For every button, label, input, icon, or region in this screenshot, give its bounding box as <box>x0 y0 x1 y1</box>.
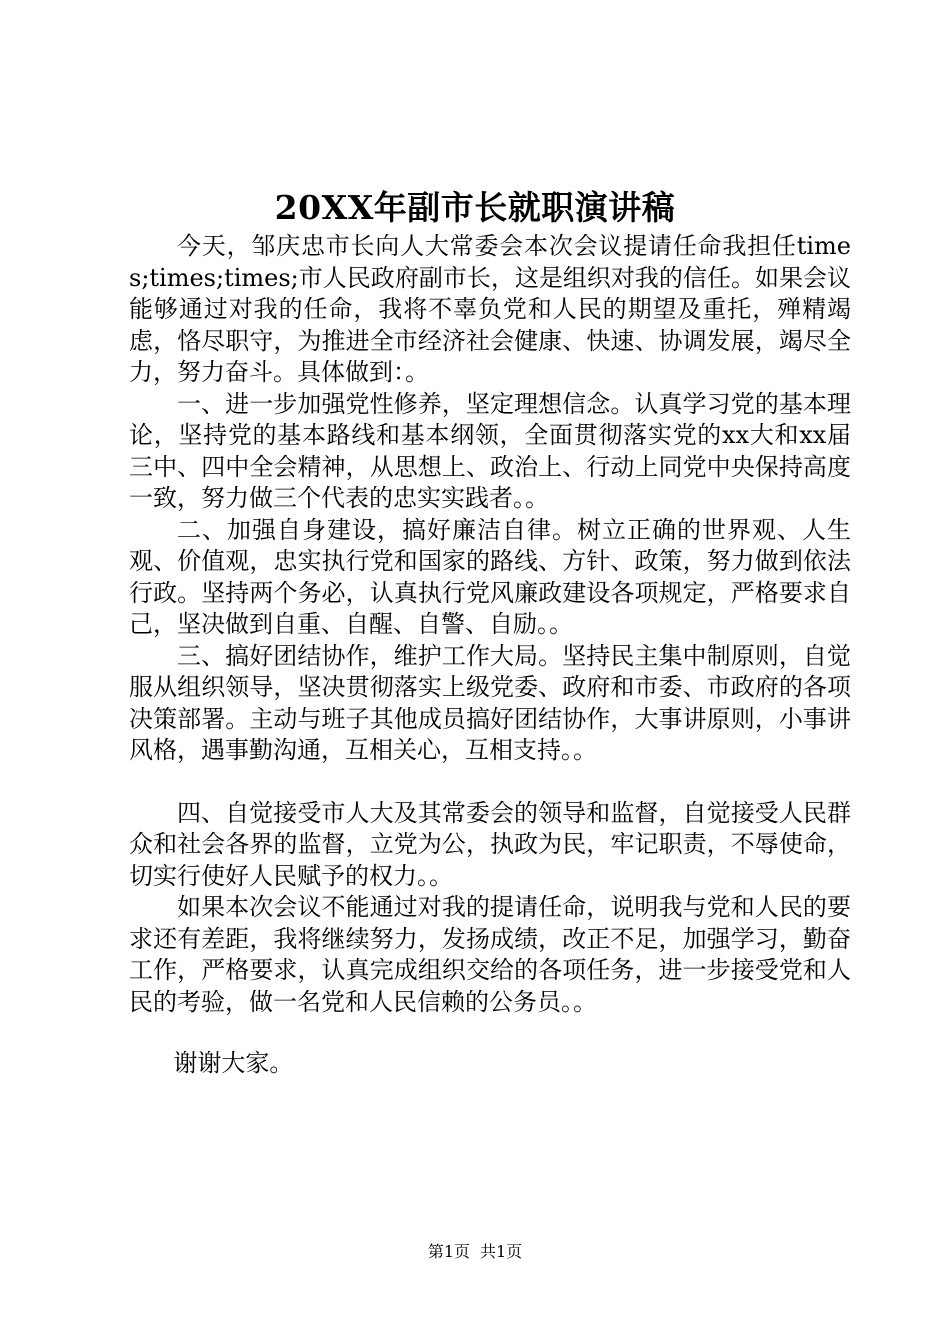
page-number-total: 共1页 <box>480 1242 523 1261</box>
paragraph-conclusion: 如果本次会议不能通过对我的提请任命，说明我与党和人民的要求还有差距，我将继续努力，发扬成绩，改正不足，加强学习，勤奋工作，严格要求，认真完成组织交给的各项任务，进一步接受党和人民的考验，做一名党和人民信赖的公务员。。 <box>129 893 851 1016</box>
paragraph-intro: 今天，邹庆忠市长向人大常委会本次会议提请任命我担任times;times;times;市人民政府副市长，这是组织对我的信任。如果会议能够通过对我的任命，我将不辜负党和人民的期望及重托，殚精竭虑，恪尽职守，为推进全市经济社会健康、快速、协调发展，竭尽全力，努力奋斗。具体做到：。 <box>129 232 851 386</box>
paragraph-point-two: 二、加强自身建设，搞好廉洁自律。树立正确的世界观、人生观、价值观，忠实执行党和国家的路线、方针、政策，努力做到依法行政。坚持两个务必，认真执行党风廉政建设各项规定，严格要求自己，坚决做到自重、自醒、自警、自励。。 <box>129 515 851 638</box>
document-body <box>129 231 851 1080</box>
closing-thanks: 谢谢大家。 <box>173 1049 294 1077</box>
document-title: 20XX年副市长就职演讲稿 <box>274 188 676 227</box>
paragraph-point-one: 一、进一步加强党性修养，坚定理想信念。认真学习党的基本理论，坚持党的基本路线和基本纲领，全面贯彻落实党的xx大和xx届三中、四中全会精神，从思想上、政治上、行动上同党中央保持高度一致，努力做三个代表的忠实实践者。。 <box>129 389 851 512</box>
paragraph-point-four: 四、自觉接受市人大及其常委会的领导和监督，自觉接受人民群众和社会各界的监督，立党为公，执政为民，牢记职责，不辱使命，切实行使好人民赋予的权力。。 <box>129 798 851 890</box>
page-number-current: 第1页 <box>427 1242 470 1261</box>
page-footer <box>0 1240 950 1264</box>
paragraph-point-three: 三、搞好团结协作，维护工作大局。坚持民主集中制原则，自觉服从组织领导，坚决贯彻落实上级党委、政府和市委、市政府的各项决策部署。主动与班子其他成员搞好团结协作，大事讲原则，小事讲风格，遇事勤沟通，互相关心，互相支持。。 <box>129 641 851 764</box>
